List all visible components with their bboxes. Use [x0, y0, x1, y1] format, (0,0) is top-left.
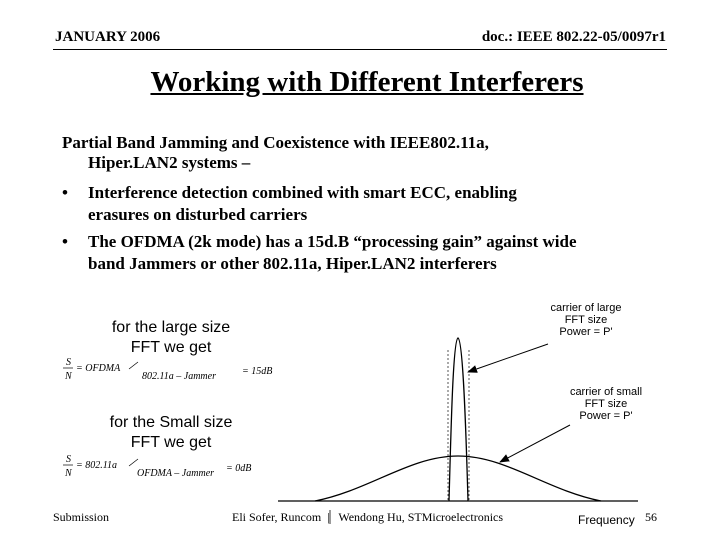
arrow-small-carrier: [500, 425, 570, 462]
arrow-large-carrier: [468, 344, 548, 372]
formula-snr-small: [60, 451, 290, 483]
label-small-carrier: [551, 386, 661, 422]
label-large-carrier: [531, 302, 641, 338]
formula2-numerator: = 802.11a: [76, 460, 118, 471]
bullet-1-line-2: erasures on disturbed carriers: [88, 205, 308, 224]
formula1-n: N: [65, 371, 72, 382]
label-small-line-1: carrier of small: [569, 386, 643, 398]
label-large-line-2: FFT size: [564, 314, 608, 326]
label-small-line-3: Power = P': [579, 410, 633, 422]
bullet-dot: •: [62, 183, 68, 202]
bullet-2-line-2: band Jammers or other 802.11a, Hiper.LAN2 interferers: [88, 254, 497, 273]
bullet-dot: •: [62, 232, 68, 251]
caption-small-fft: [96, 413, 246, 453]
header-date: JANUARY 2006: [55, 29, 161, 45]
intro-line-1: Partial Band Jamming and Coexistence with IEEE802.11a,: [62, 133, 489, 152]
caption-small-line-2: FFT we get: [130, 434, 212, 451]
bullet-2-line-1: The OFDMA (2k mode) has a 15d.B “processing gain” against wide: [88, 232, 577, 251]
label-large-line-1: carrier of large: [550, 302, 622, 314]
slide-title: Working with Different Interferers: [150, 66, 584, 98]
formula2-denominator: OFDMA – Jammer: [137, 468, 215, 479]
x-axis-label: Frequency: [578, 513, 635, 527]
footer-submission: Submission: [53, 510, 110, 524]
bullet-1-line-1: Interference detection combined with smart ECC, enabling: [88, 183, 517, 202]
label-large-line-3: Power = P': [559, 326, 613, 338]
formula1-numerator: = OFDMA: [76, 363, 121, 374]
formula2-n: N: [65, 468, 72, 479]
formula2-s: S: [66, 454, 71, 465]
formula1-s: S: [66, 357, 71, 368]
label-small-line-2: FFT size: [584, 398, 628, 410]
caption-large-line-1: for the large size: [111, 319, 231, 336]
intro-line-2: Hiper.LAN2 systems –: [88, 153, 251, 172]
caption-small-line-1: for the Small size: [109, 414, 233, 431]
page-number: 56: [645, 510, 657, 524]
formula1-denominator: 802.11a – Jammer: [142, 371, 216, 382]
formula1-result: = 15dB: [242, 366, 273, 377]
caption-large-fft: [96, 318, 246, 358]
footer-authors: Eli Sofer, Runcom | Wendong Hu, STMicroelectronics: [232, 510, 504, 524]
caption-large-line-2: FFT we get: [130, 339, 212, 356]
small-fft-carrier: [315, 456, 601, 501]
header-doc-id: doc.: IEEE 802.22-05/0097r1: [481, 29, 666, 45]
formula2-result: = 0dB: [226, 463, 252, 474]
formula-snr-large: [60, 354, 290, 386]
large-fft-carrier: [449, 338, 468, 501]
